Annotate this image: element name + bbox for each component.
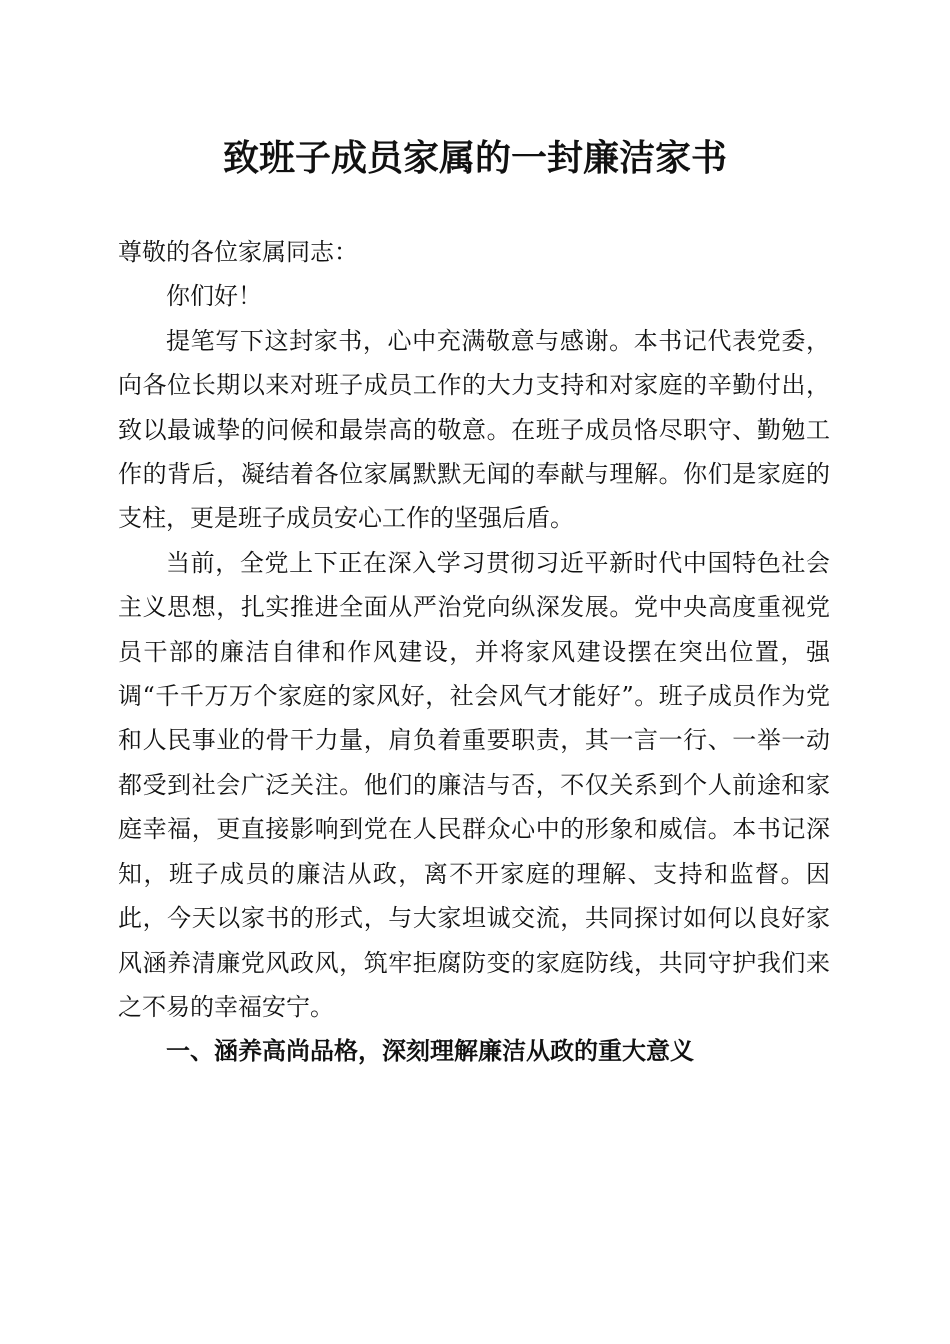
section-heading: 一、涵养高尚品格，深刻理解廉洁从政的重大意义 [166,1037,694,1066]
document-title: 致班子成员家属的一封廉洁家书 [222,137,727,179]
greeting: 你们好！ [166,282,262,311]
document-body [118,230,830,1074]
paragraph-1: 提笔写下这封家书，心中充满敬意与感谢。本书记代表党委，向各位长期以来对班子成员工作的大力支持和对家庭的辛勤付出，致以最诚挚的问候和最崇高的敬意。在班子成员恪尽职守、勤勉工作的背后，凝结着各位家属默默无闻的奉献与理解。你们是家庭的支柱，更是班子成员安心工作的坚强后盾。 [118,326,830,533]
paragraph-2: 当前，全党上下正在深入学习贯彻习近平新时代中国特色社会主义思想，扎实推进全面从严治党向纵深发展。党中央高度重视党员干部的廉洁自律和作风建设，并将家风建设摆在突出位置，强调“千千万万个家庭的家风好，社会风气才能好”。班子成员作为党和人民事业的骨干力量，肩负着重要职责，其一言一行、一举一动都受到社会广泛关注。他们的廉洁与否，不仅关系到个人前途和家庭幸福，更直接影响到党在人民群众心中的形象和威信。本书记深知，班子成员的廉洁从政，离不开家庭的理解、支持和监督。因此，今天以家书的形式，与大家坦诚交流，共同探讨如何以良好家风涵养清廉党风政风，筑牢拒腐防变的家庭防线，共同守护我们来之不易的幸福安宁。 [118,548,830,1021]
salutation: 尊敬的各位家属同志： [118,238,358,266]
